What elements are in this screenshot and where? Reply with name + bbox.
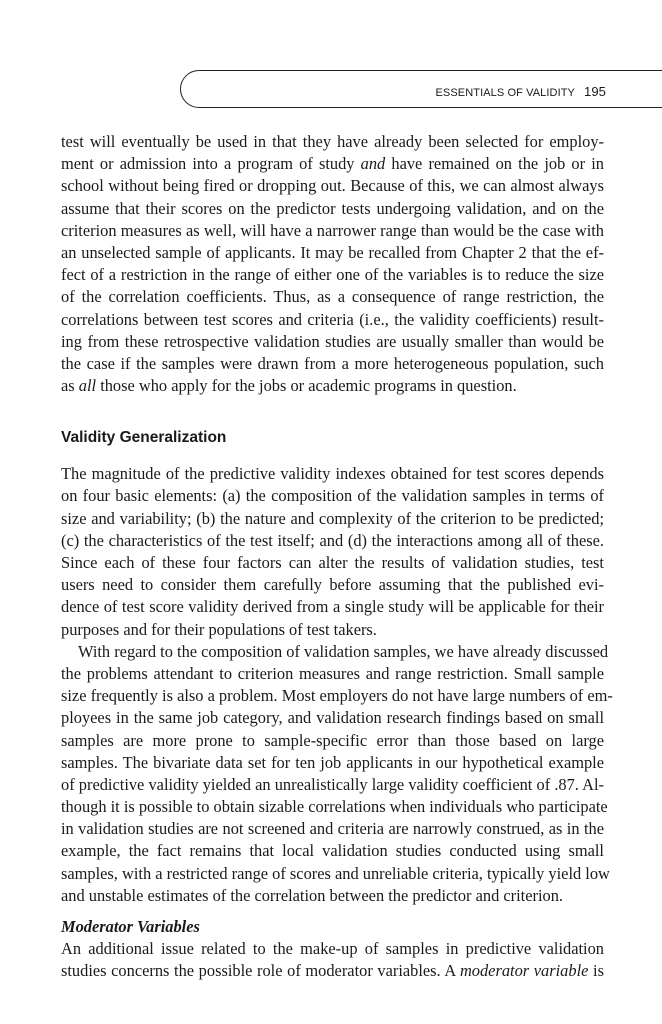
emphasis-text: all xyxy=(78,376,97,396)
subsection-heading: Moderator Variables xyxy=(61,917,200,936)
text-line: school without being fired or dropping out. Because of this, we can almost always xyxy=(61,176,604,196)
text-line: purposes and for their populations of test takers. xyxy=(61,619,377,639)
text-line: Since each of these four factors can alter the results of validation studies, test xyxy=(61,553,604,572)
text-line: samples are more prone to sample-specific error than those based on large xyxy=(61,730,604,750)
text-line: users need to consider them carefully before assuming that the published evi- xyxy=(61,575,604,595)
text-line: samples, with a restricted range of scores and unreliable criteria, typically yield low xyxy=(61,863,610,883)
text-line: of predictive validity yielded an unrealistically large validity coefficient of .87. Al- xyxy=(61,774,604,794)
text-line: The magnitude of the predictive validity indexes obtained for test scores depends xyxy=(61,464,604,484)
emphasis-text: and xyxy=(360,154,386,174)
text-line: an unselected sample of applicants. It may be recalled from Chapter 2 that the ef- xyxy=(61,242,604,262)
text-line: example, the fact remains that local validation studies conducted using small xyxy=(61,841,604,861)
text-line: samples. The bivariate data set for ten job applicants in our hypothetical example xyxy=(61,752,604,772)
text-line: ing from these retrospective validation studies are usually smaller than would be xyxy=(61,331,604,351)
paragraph-moderator-variables xyxy=(61,938,604,982)
running-header xyxy=(435,84,606,99)
text-line: size and variability; (b) the nature and complexity of the criterion to be predicted; xyxy=(61,508,604,528)
text-line: size frequently is also a problem. Most employers do not have large numbers of em- xyxy=(61,686,613,706)
text-line: on four basic elements: (a) the composition of the validation samples in terms of xyxy=(61,486,604,506)
running-head-title: ESSENTIALS OF VALIDITY xyxy=(435,87,575,99)
text-line: test will eventually be used in that they have already been selected for employ- xyxy=(61,132,604,151)
text-line: An additional issue related to the make-up of samples in predictive validation xyxy=(61,939,604,958)
paragraph-sample-composition xyxy=(61,641,613,907)
text-line: in validation studies are not screened and criteria are narrowly construed, as in the xyxy=(61,819,604,839)
text-line: studies concerns the possible role of moderator variables. A moderator variable is xyxy=(61,961,604,981)
section-heading: Validity Generalization xyxy=(61,429,227,447)
text-line: though it is possible to obtain sizable correlations when individuals who participate xyxy=(61,797,608,817)
text-line: (c) the characteristics of the test itself; and (d) the interactions among all of these. xyxy=(61,530,604,550)
paragraph-range-restriction xyxy=(61,131,604,397)
text-line: dence of test score validity derived from a single study will be applicable for their xyxy=(61,597,604,617)
text-line: With regard to the composition of validation samples, we have already discussed xyxy=(78,641,609,661)
text-line: the case if the samples were drawn from a more heterogeneous population, such xyxy=(61,353,604,373)
text-line: of the correlation coefficients. Thus, as a consequence of range restriction, the xyxy=(61,287,604,307)
text-line: correlations between test scores and criteria (i.e., the validity coefficients) result- xyxy=(61,309,604,329)
text-line: ment or admission into a program of study and have remained on the job or in xyxy=(61,154,604,174)
paragraph-validity-elements xyxy=(61,463,604,641)
text-line: and unstable estimates of the correlation between the predictor and criterion. xyxy=(61,885,563,905)
text-line: as all those who apply for the jobs or academic programs in question. xyxy=(61,376,517,396)
emphasis-text: moderator variable xyxy=(459,961,589,981)
text-line: ployees in the same job category, and validation research findings based on small xyxy=(61,708,604,728)
page-number: 195 xyxy=(584,84,606,99)
text-line: criterion measures as well, will have a narrower range than would be the case with xyxy=(61,220,604,240)
text-line: the problems attendant to criterion measures and range restriction. Small sample xyxy=(61,663,604,683)
page-body xyxy=(61,131,613,982)
text-line: fect of a restriction in the range of either one of the variables is to reduce the size xyxy=(61,265,604,285)
text-line: assume that their scores on the predictor tests undergoing validation, and on the xyxy=(61,198,604,218)
